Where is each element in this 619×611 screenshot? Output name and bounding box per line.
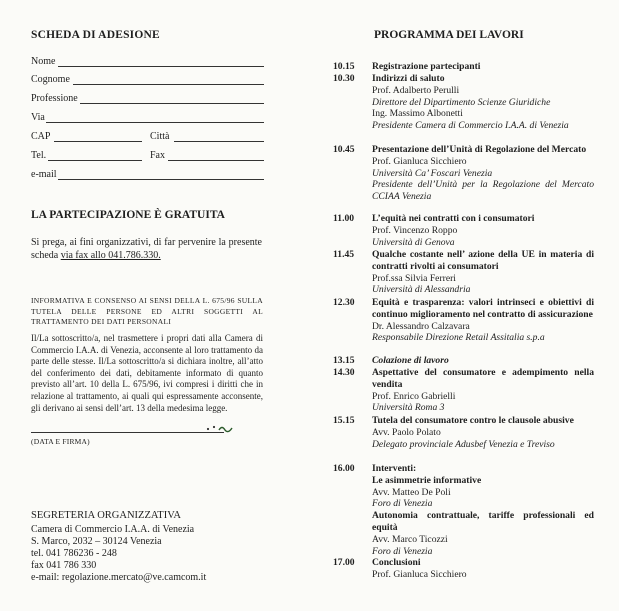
program-time: 12.30 [333,297,355,308]
label-nome: Nome [31,56,56,67]
program-session-title: Equità e trasparenza: valori intrinseci e obiettivi di continuo miglioramento nel contratto di assicurazione [372,297,594,320]
email-field[interactable] [58,179,264,180]
program-content [372,355,594,367]
program-time: 11.00 [333,213,355,224]
program-affiliation: Responsabile Direzione Retail Assitalia s.p.a [372,332,545,344]
signature-line[interactable] [31,432,224,433]
program-affiliation: Presidente Camera di Commercio I.A.A. di Venezia [372,120,569,132]
program-speaker: Prof. Gianluca Sicchiero [372,155,467,167]
program-session-title: Conclusioni [372,557,421,568]
fax-field[interactable] [168,160,264,161]
prega-paragraph [31,236,262,262]
program-speaker: Prof. Vincenzo Roppo [372,224,458,236]
citta-field[interactable] [174,141,264,142]
program-content [372,61,594,73]
label-email: e-mail [31,169,57,180]
program-session-title: Aspettative del consumatore e adempimento nella vendita [372,367,594,390]
program-affiliation: Università di Genova [372,236,455,248]
program-session-title: Le asimmetrie informative [372,474,482,486]
program-content [372,557,594,581]
signature-mark-icon [205,424,235,434]
program-content [372,463,594,557]
program-content [372,297,594,344]
program-session-title: Registrazione partecipanti [372,61,481,72]
program-affiliation: Direttore del Dipartimento Scienze Giuridiche [372,96,551,108]
label-fax: Fax [150,150,165,161]
program-time: 15.15 [333,415,355,426]
informativa-heading: INFORMATIVA E CONSENSO AI SENSI DELLA L. 675/96 SULLA TUTELA DELLE PERSONE ED ALTRI SOGGETTI AL TRATTAMENTO DEI DATI PERSONALI [31,296,263,326]
segreteria-email[interactable]: e-mail: regolazione.mercato@ve.camcom.it [31,572,207,583]
professione-field[interactable] [80,103,264,104]
program-speaker: Avv. Matteo De Poli [372,486,451,498]
program-speaker: Prof. Gianluca Sicchiero [372,568,467,580]
cognome-field[interactable] [73,84,264,85]
label-cap: CAP [31,131,51,142]
program-session-title: L’equità nei contratti con i consumatori [372,213,535,224]
program-time: 10.30 [333,73,355,84]
program-time: 16.00 [333,463,355,474]
label-tel: Tel. [31,150,47,161]
program-content [372,249,594,296]
program-session-title: Autonomia contrattuale, tariffe professionali ed equità [372,510,594,533]
nome-field[interactable] [58,66,264,67]
program-content [372,367,594,414]
program-time: 11.45 [333,249,355,260]
program-affiliation: Presidente dell’Unità per la Regolazione del Mercato CCIAA Venezia [372,179,594,203]
data-firma-label: (DATA E FIRMA) [31,437,90,446]
program-speaker: Prof. Adalberto Perulli [372,84,460,96]
program-time: 10.45 [333,144,355,155]
segreteria-title: SEGRETERIA ORGANIZZATIVA [31,510,182,521]
prega-text: Si prega, ai fini organizzativi, di far pervenire la presente scheda [31,237,262,261]
program-speaker: Prof.ssa Silvia Ferreri [372,272,456,284]
program-content [372,213,594,248]
program-speaker: Dr. Alessandro Calzavara [372,320,470,332]
cap-field[interactable] [54,141,142,142]
tel-field[interactable] [48,160,142,161]
program-content [372,415,594,450]
gratuita-title: LA PARTECIPAZIONE È GRATUITA [31,209,225,221]
program-affiliation: Foro di Venezia [372,498,433,510]
program-speaker: Avv. Marco Ticozzi [372,533,448,545]
program-affiliation: Università di Alessandria [372,284,471,296]
program-session-title: Presentazione dell’Unità di Regolazione del Mercato [372,144,587,155]
program-affiliation: Università Roma 3 [372,402,445,414]
program-title: PROGRAMMA DEI LAVORI [374,29,524,41]
program-time: 13.15 [333,355,355,366]
program-session-title: Interventi: [372,463,417,474]
label-cognome: Cognome [31,74,70,85]
segreteria-line: Camera di Commercio I.A.A. di Venezia [31,524,195,535]
program-speaker: Ing. Massimo Albonetti [372,108,463,120]
segreteria-line: fax 041 786 330 [31,560,97,571]
program-session-title: Indirizzi di saluto [372,73,445,84]
program-affiliation: Foro di Venezia [372,545,433,557]
program-session-title: Colazione di lavoro [372,355,449,366]
fax-link[interactable]: via fax allo 041.786.330. [60,250,161,261]
via-field[interactable] [46,122,264,123]
program-speaker: Prof. Enrico Gabrielli [372,390,456,402]
program-time: 17.00 [333,557,355,568]
segreteria-line: S. Marco, 2032 – 30124 Venezia [31,536,162,547]
program-time: 14.30 [333,367,355,378]
program-speaker: Avv. Paolo Polato [372,426,441,438]
label-professione: Professione [31,93,78,104]
label-via: Via [31,112,45,123]
program-session-title: Qualche costante nell’ azione della UE in materia di contratti rivolti ai consumatori [372,249,594,272]
program-affiliation: Delegato provinciale Adusbef Venezia e Treviso [372,438,555,450]
consent-paragraph: Il/La sottoscritto/a, nel trasmettere i propri dati alla Camera di Commercio I.A.A. di Venezia, acconsente al loro trattamento da parte delle stesse. Il/La sottoscritto/a si dichiara inoltre, all’atto del conferimento dei dati, debitamente informato di quanto previsto all’art. 10 della L. 675/96, ivi compresi i diritti che in relazione al trattamento, ai quali qui espressamente acconsente, gli derivano ai sensi dell’art. 13 della medesima legge. [31,333,263,413]
label-citta: Città [150,131,170,142]
program-session-title: Tutela del consumatore contro le clausole abusive [372,415,574,426]
scheda-title: SCHEDA DI ADESIONE [31,29,160,41]
program-content [372,144,594,203]
program-time: 10.15 [333,61,355,72]
program-content [372,73,594,132]
program-affiliation: Università Ca’ Foscari Venezia [372,167,493,179]
segreteria-line: tel. 041 786236 - 248 [31,548,117,559]
